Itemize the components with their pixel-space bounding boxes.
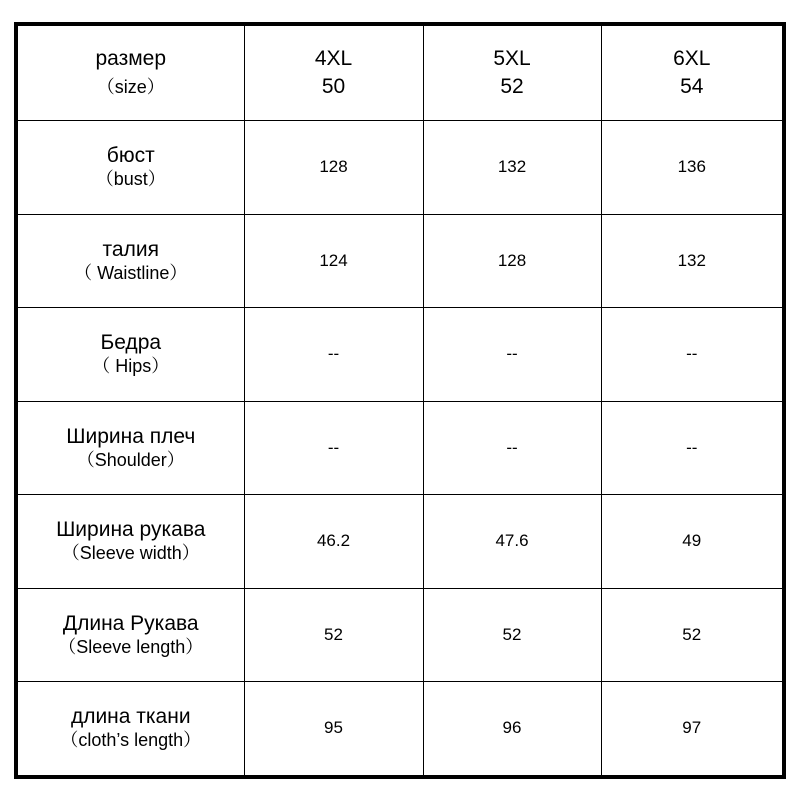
value-cell: 128 bbox=[244, 120, 423, 214]
header-size-cell bbox=[244, 26, 423, 120]
table-row bbox=[18, 588, 782, 681]
value-cell: -- bbox=[601, 307, 782, 401]
table-row bbox=[18, 307, 782, 401]
value-cell: 132 bbox=[423, 120, 601, 214]
value-cell: 47.6 bbox=[423, 494, 601, 588]
row-label-cell bbox=[18, 681, 244, 775]
header-size-cell bbox=[423, 26, 601, 120]
size-number: 52 bbox=[500, 74, 524, 98]
row-label-ru: длина ткани bbox=[70, 705, 191, 729]
size-chart-table bbox=[18, 26, 782, 775]
header-label-ru: размер bbox=[95, 47, 167, 71]
value-cell: 49 bbox=[601, 494, 782, 588]
value-cell: -- bbox=[601, 401, 782, 494]
row-label-ru: Длина Рукава bbox=[62, 611, 199, 635]
value-cell: 52 bbox=[601, 588, 782, 681]
value-cell: 132 bbox=[601, 214, 782, 307]
value-cell: 124 bbox=[244, 214, 423, 307]
table-row bbox=[18, 214, 782, 307]
value-cell: 52 bbox=[423, 588, 601, 681]
header-label-cell bbox=[18, 26, 244, 120]
row-label-cell bbox=[18, 307, 244, 401]
table-row bbox=[18, 120, 782, 214]
header-size-cell bbox=[601, 26, 782, 120]
row-label-en: （ Hips） bbox=[92, 356, 170, 376]
value-cell: 97 bbox=[601, 681, 782, 775]
row-label-cell bbox=[18, 214, 244, 307]
row-label-en: （bust） bbox=[95, 169, 166, 189]
row-label-en: （Sleeve width） bbox=[61, 543, 200, 563]
table-row bbox=[18, 494, 782, 588]
value-cell: 46.2 bbox=[244, 494, 423, 588]
value-cell: 95 bbox=[244, 681, 423, 775]
row-label-ru: Ширина рукава bbox=[56, 518, 206, 541]
size-label: 6XL bbox=[673, 46, 711, 70]
row-label-en: （cloth’s length） bbox=[60, 730, 202, 751]
value-cell: -- bbox=[244, 307, 423, 401]
value-cell: -- bbox=[423, 307, 601, 401]
size-number: 50 bbox=[321, 74, 346, 98]
size-number: 54 bbox=[680, 74, 704, 98]
row-label-ru: Бедра bbox=[100, 331, 162, 354]
size-label: 4XL bbox=[314, 46, 353, 70]
value-cell: -- bbox=[423, 401, 601, 494]
value-cell: 136 bbox=[601, 120, 782, 214]
table-row bbox=[18, 401, 782, 494]
row-label-cell bbox=[18, 401, 244, 494]
header-label-en: （size） bbox=[96, 77, 165, 98]
row-label-ru: талия bbox=[102, 237, 159, 261]
row-label-cell bbox=[18, 494, 244, 588]
row-label-ru: Ширина плеч bbox=[66, 424, 196, 448]
row-label-en: （Sleeve length） bbox=[58, 636, 204, 657]
row-label-ru: бюст bbox=[106, 144, 155, 167]
header-row bbox=[18, 26, 782, 120]
size-label: 5XL bbox=[493, 46, 531, 70]
value-cell: 96 bbox=[423, 681, 601, 775]
size-chart-frame bbox=[14, 22, 786, 779]
row-label-cell bbox=[18, 120, 244, 214]
row-label-cell bbox=[18, 588, 244, 681]
table-row bbox=[18, 681, 782, 775]
value-cell: 128 bbox=[423, 214, 601, 307]
row-label-en: （Shoulder） bbox=[76, 449, 185, 470]
row-label-en: （ Waistline） bbox=[74, 262, 188, 283]
value-cell: -- bbox=[244, 401, 423, 494]
value-cell: 52 bbox=[244, 588, 423, 681]
